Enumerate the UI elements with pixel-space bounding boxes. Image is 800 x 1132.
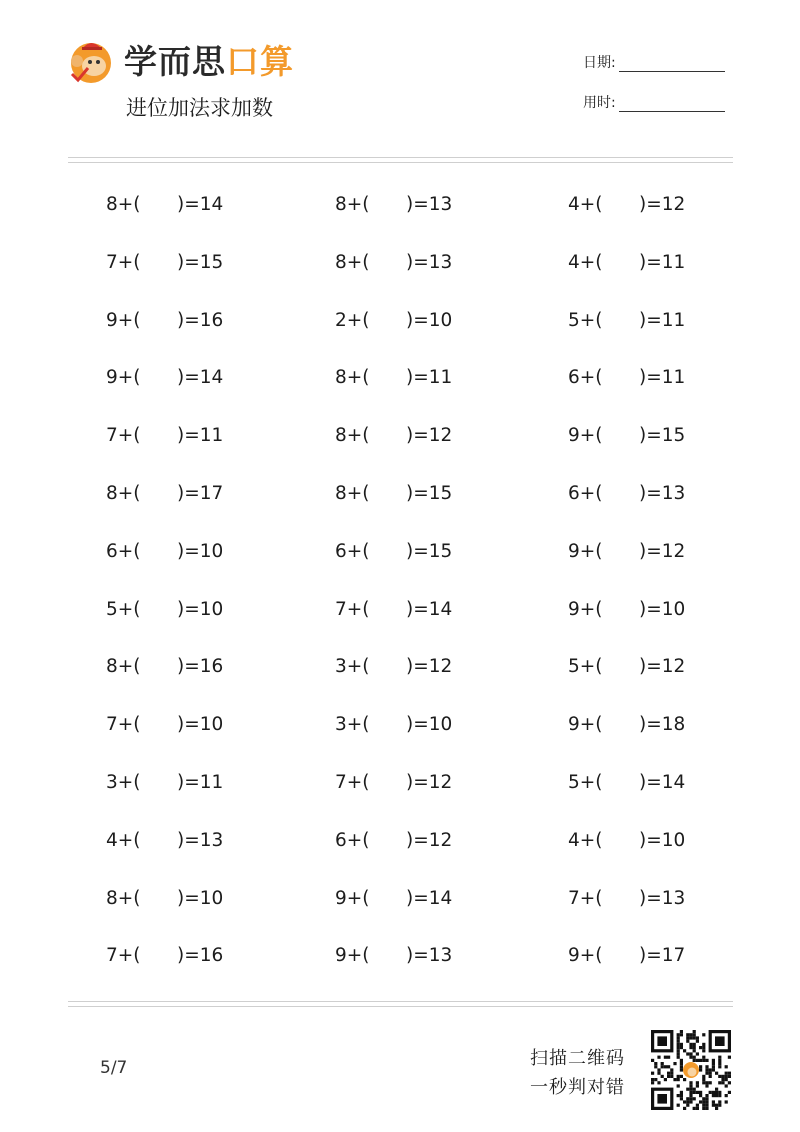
footer-divider-bottom (68, 1006, 733, 1007)
problem-addend: 4+( (568, 194, 603, 215)
problem-addend: 8+( (106, 656, 141, 678)
problem-sum: )=14 (406, 887, 453, 909)
problem-addend: 9+( (568, 425, 603, 447)
problem-addend: 3+( (335, 714, 370, 736)
problem-addend: 5+( (568, 771, 603, 793)
problem-sum: )=11 (177, 425, 224, 447)
problem-addend: 4+( (568, 829, 603, 851)
problem-addend: 9+( (335, 887, 370, 909)
problem-row (0, 292, 800, 350)
problem-sum: )=13 (639, 482, 686, 504)
problem-row (0, 407, 800, 465)
problem-addend: 8+( (335, 425, 370, 447)
scan-hint-line2: 一秒判对错 (530, 1077, 625, 1098)
problem-sum: )=14 (177, 194, 224, 215)
problem-row (0, 638, 800, 696)
problem-sum: )=12 (406, 829, 453, 851)
problem-addend: 6+( (568, 367, 603, 389)
problem-row (0, 465, 800, 523)
problem-addend: 7+( (106, 714, 141, 736)
date-field (583, 52, 725, 72)
problem-sum: )=13 (406, 194, 453, 215)
problem-addend: 3+( (106, 771, 141, 793)
problem-row (0, 234, 800, 292)
date-label: 日期: (583, 55, 616, 71)
problem-sum: )=12 (406, 425, 453, 447)
footer-divider-top (68, 1001, 733, 1002)
problem-row (0, 927, 800, 985)
problem-sum: )=14 (639, 771, 686, 793)
problem-addend: 8+( (335, 482, 370, 504)
problem-addend: 9+( (568, 598, 603, 620)
problem-sum: )=10 (406, 714, 453, 736)
problem-sum: )=15 (639, 425, 686, 447)
problem-sum: )=10 (406, 309, 453, 331)
problem-sum: )=10 (177, 714, 224, 736)
problem-addend: 9+( (568, 714, 603, 736)
problem-addend: 6+( (568, 482, 603, 504)
problem-addend: 5+( (568, 656, 603, 678)
problem-addend: 7+( (106, 425, 141, 447)
problem-row (0, 523, 800, 581)
brand-main: 学而思 (124, 42, 226, 81)
date-blank[interactable] (619, 57, 725, 72)
problem-sum: )=11 (406, 367, 453, 389)
problem-row (0, 696, 800, 754)
problem-sum: )=15 (406, 540, 453, 562)
problem-addend: 6+( (106, 540, 141, 562)
problem-addend: 7+( (568, 887, 603, 909)
problem-sum: )=10 (177, 540, 224, 562)
monkey-logo-icon (66, 36, 116, 86)
problem-sum: )=11 (639, 367, 686, 389)
problem-row (0, 176, 800, 234)
problem-addend: 8+( (335, 251, 370, 273)
problem-addend: 8+( (106, 887, 141, 909)
problem-sum: )=10 (177, 598, 224, 620)
problem-addend: 7+( (335, 598, 370, 620)
problem-sum: )=16 (177, 309, 224, 331)
problem-sum: )=12 (639, 656, 686, 678)
problem-sum: )=16 (177, 656, 224, 678)
time-blank[interactable] (619, 97, 725, 112)
problem-addend: 9+( (568, 540, 603, 562)
problem-addend: 4+( (106, 829, 141, 851)
problem-addend: 6+( (335, 540, 370, 562)
problem-sum: )=10 (639, 829, 686, 851)
problem-addend: 7+( (335, 771, 370, 793)
problem-sum: )=12 (406, 771, 453, 793)
problem-sum: )=16 (177, 945, 224, 967)
brand-accent: 口算 (226, 42, 294, 81)
problem-sum: )=11 (639, 251, 686, 273)
problem-addend: 9+( (106, 309, 141, 331)
problem-sum: )=15 (406, 482, 453, 504)
header-divider-bottom (68, 162, 733, 163)
brand-title (124, 40, 294, 84)
problem-row (0, 870, 800, 928)
problem-sum: )=18 (639, 714, 686, 736)
problem-addend: 5+( (568, 309, 603, 331)
problem-sum: )=13 (406, 945, 453, 967)
problem-sum: )=15 (177, 251, 224, 273)
qr-code-icon[interactable] (651, 1030, 731, 1110)
problem-sum: )=11 (177, 771, 224, 793)
worksheet-title: 进位加法求加数 (126, 96, 273, 120)
problem-sum: )=12 (639, 194, 686, 215)
problem-sum: )=17 (177, 482, 224, 504)
problem-sum: )=12 (639, 540, 686, 562)
problem-sum: )=13 (406, 251, 453, 273)
problem-addend: 8+( (106, 482, 141, 504)
scan-hint-line1: 扫描二维码 (530, 1048, 625, 1069)
problem-sum: )=17 (639, 945, 686, 967)
problem-addend: 8+( (335, 194, 370, 215)
problem-addend: 8+( (106, 194, 141, 215)
problem-sum: )=14 (177, 367, 224, 389)
problem-sum: )=10 (639, 598, 686, 620)
problem-addend: 2+( (335, 309, 370, 331)
problem-addend: 5+( (106, 598, 141, 620)
problem-sum: )=13 (177, 829, 224, 851)
problem-addend: 9+( (335, 945, 370, 967)
problem-addend: 7+( (106, 945, 141, 967)
problem-grid (0, 176, 800, 985)
problem-addend: 8+( (335, 367, 370, 389)
problem-sum: )=13 (639, 887, 686, 909)
time-label: 用时: (583, 95, 616, 111)
time-field (583, 92, 725, 112)
problem-row (0, 581, 800, 639)
header-divider-top (68, 157, 733, 158)
problem-row (0, 754, 800, 812)
problem-addend: 6+( (335, 829, 370, 851)
problem-addend: 3+( (335, 656, 370, 678)
problem-sum: )=11 (639, 309, 686, 331)
problem-addend: 9+( (568, 945, 603, 967)
problem-sum: )=10 (177, 887, 224, 909)
problem-row (0, 812, 800, 870)
problem-sum: )=14 (406, 598, 453, 620)
page-number: 5/7 (100, 1058, 128, 1078)
problem-addend: 7+( (106, 251, 141, 273)
problem-addend: 4+( (568, 251, 603, 273)
problem-sum: )=12 (406, 656, 453, 678)
problem-row (0, 349, 800, 407)
problem-addend: 9+( (106, 367, 141, 389)
